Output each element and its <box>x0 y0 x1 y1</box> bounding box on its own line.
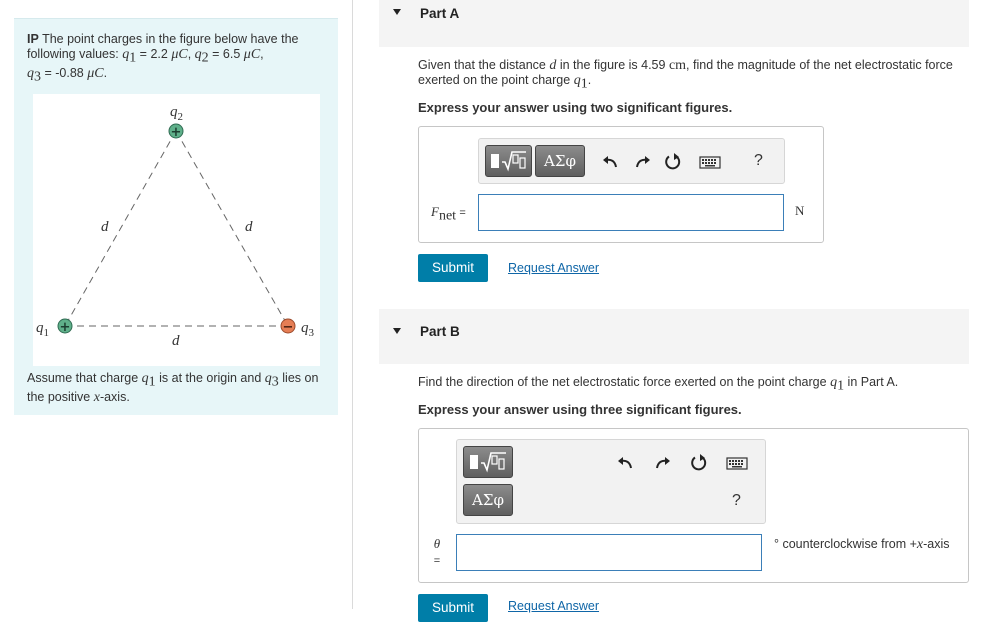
part-a-math-toolbar <box>478 138 785 184</box>
reset-icon[interactable] <box>688 452 710 474</box>
side-left-dashed <box>65 131 176 326</box>
part-b-request-answer-link[interactable]: Request Answer <box>508 599 600 613</box>
fraction-root-icon <box>464 447 512 477</box>
part-b-unit: ° counterclockwise from +x-axis <box>774 537 950 552</box>
part-b-header[interactable] <box>379 309 969 364</box>
charge-triangle-figure <box>33 94 320 366</box>
undo-icon[interactable] <box>614 452 636 474</box>
reset-icon[interactable] <box>662 151 684 173</box>
templates-button[interactable] <box>485 145 532 177</box>
part-b-submit-button[interactable]: Submit <box>418 594 488 622</box>
help-button[interactable]: ? <box>754 152 763 169</box>
collapse-caret-icon[interactable] <box>393 328 401 334</box>
force-answer-input[interactable] <box>478 194 784 231</box>
templates-button[interactable] <box>463 446 513 478</box>
redo-icon[interactable] <box>652 452 674 474</box>
column-divider <box>352 0 353 609</box>
keyboard-icon[interactable] <box>698 151 722 173</box>
collapse-caret-icon[interactable] <box>393 9 401 15</box>
part-a-prompt: Given that the distance d in the figure is 4.59 cm, find the magnitude of the net electrostatic force exerted on the point charge $q_1$. <box>418 58 953 92</box>
part-b-answer-label: θ = <box>433 536 441 567</box>
part-a-instruction: Express your answer using two significant figures. <box>418 100 733 115</box>
problem-intro-text: The point charges in the figure below have the following values: <box>27 32 299 61</box>
charge-q3-sign: − <box>282 320 294 335</box>
part-b-instruction: Express your answer using three significant figures. <box>418 402 742 417</box>
part-b-math-toolbar <box>456 439 766 524</box>
keyboard-icon[interactable] <box>725 452 749 474</box>
triangle-diagram <box>33 94 320 366</box>
part-b-title: Part B <box>420 324 460 339</box>
label-q1: $q_1$ <box>36 320 49 339</box>
charge-q2-sign: + <box>170 125 182 140</box>
undo-icon[interactable] <box>599 151 621 173</box>
fraction-root-icon <box>486 146 531 176</box>
problem-panel <box>14 18 338 415</box>
label-side-bottom: d <box>172 333 180 349</box>
label-side-left: d <box>101 219 109 235</box>
part-a-answer-label: $F_{net}$ = <box>431 204 466 224</box>
part-a-title: Part A <box>420 6 460 21</box>
greek-symbols-button[interactable]: ΑΣφ <box>535 145 585 177</box>
help-button[interactable]: ? <box>732 492 741 509</box>
redo-icon[interactable] <box>632 151 654 173</box>
part-b-prompt: Find the direction of the net electrostatic force exerted on the point charge $q_1$ in Part A. <box>418 375 899 394</box>
problem-assumption: Assume that charge $q_1$ is at the origin and $q_3$ lies on the positive x-axis. <box>27 371 319 405</box>
charge-value-3: $q_3 = -0.88$ μC. <box>27 65 108 84</box>
problem-intro <box>27 32 327 84</box>
part-a-unit: N <box>795 203 805 218</box>
part-b-answer-box <box>418 428 969 583</box>
greek-symbols-button[interactable]: ΑΣφ <box>463 484 513 516</box>
charge-q1-sign: + <box>59 320 71 335</box>
part-a-header[interactable] <box>379 0 969 47</box>
label-q2: $q_2$ <box>170 104 183 123</box>
label-side-right: d <box>245 219 253 235</box>
problem-prefix: IP <box>27 32 39 46</box>
angle-answer-input[interactable] <box>456 534 762 571</box>
side-right-dashed <box>176 131 288 326</box>
part-a-submit-button[interactable]: Submit <box>418 254 488 282</box>
part-a-request-answer-link[interactable]: Request Answer <box>508 261 600 275</box>
charge-value-1: $q_1 = 2.2$ μC, <box>122 47 192 66</box>
charge-value-2: $q_2 = 6.5$ μC, <box>194 47 264 66</box>
part-a-answer-box <box>418 126 824 243</box>
label-q3: $q_3$ <box>301 320 314 339</box>
